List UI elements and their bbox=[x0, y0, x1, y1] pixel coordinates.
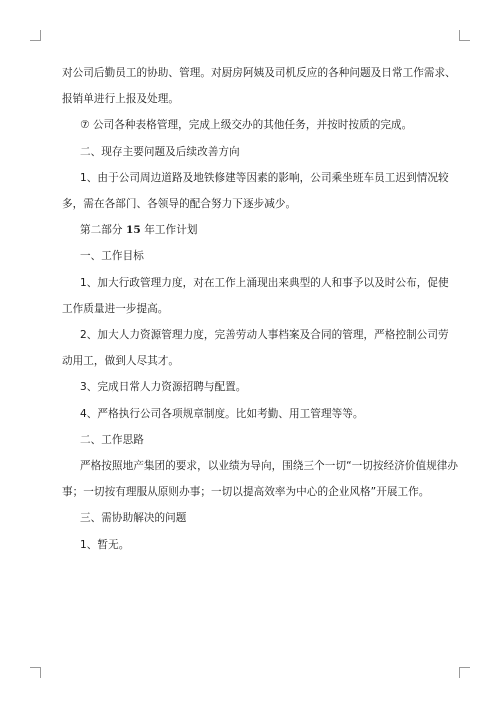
part-title: 年工作计划 bbox=[144, 224, 198, 236]
crop-mark-bottom-right bbox=[459, 667, 470, 678]
section-heading: 二、现存主要问题及后续改善方向 bbox=[80, 146, 240, 158]
paragraph-line: 3、完成日常人力资源招聘与配置。 bbox=[80, 381, 247, 393]
paragraph-line: 1、暂无。 bbox=[80, 539, 130, 551]
paragraph-line: 对公司后勤员工的协助、管理。对厨房阿姨及司机反应的各种问题及日常工作需求、 bbox=[62, 67, 456, 79]
section-heading: 二、工作思路 bbox=[80, 434, 144, 446]
paragraph-line: 多，需在各部门、各领导的配合努力下逐步减少。 bbox=[62, 198, 297, 210]
paragraph-line: 严格按照地产集团的要求，以业绩为导向，围绕三个一切“一切按经济价值规律办 bbox=[80, 460, 459, 472]
paragraph-line: 事；一切按有理服从原则办事；一切以提高效率为中心的企业风格”开展工作。 bbox=[62, 486, 430, 498]
paragraph-line: 4、严格执行公司各项规章制度。比如考勤、用工管理等等。 bbox=[80, 408, 364, 420]
paragraph-line: 1、加大行政管理力度，对在工作上涌现出来典型的人和事予以及时公布，促使 bbox=[80, 277, 449, 289]
paragraph-line: 动用工，做到人尽其才。 bbox=[62, 355, 180, 367]
part-year: 15 bbox=[126, 224, 141, 236]
crop-mark-top-right bbox=[459, 30, 470, 41]
paragraph-line: 报销单进行上报及处理。 bbox=[62, 93, 180, 105]
part-heading bbox=[80, 223, 197, 237]
paragraph-line: 2、加大人力资源管理力度，完善劳动人事档案及合同的管理，严格控制公司劳 bbox=[80, 329, 449, 341]
part-label: 第二部分 bbox=[80, 224, 123, 236]
crop-mark-bottom-left bbox=[30, 667, 41, 678]
paragraph-line: 工作质量进一步提高。 bbox=[62, 303, 169, 315]
section-heading: 三、需协助解决的问题 bbox=[80, 512, 187, 524]
section-heading: 一、工作目标 bbox=[80, 250, 144, 262]
crop-mark-top-left bbox=[30, 30, 41, 41]
paragraph-line: 1、由于公司周边道路及地铁修建等因素的影响，公司乘坐班车员工迟到情况较 bbox=[80, 172, 449, 184]
paragraph-line: ⑦ 公司各种表格管理，完成上级交办的其他任务，并按时按质的完成。 bbox=[80, 119, 413, 131]
